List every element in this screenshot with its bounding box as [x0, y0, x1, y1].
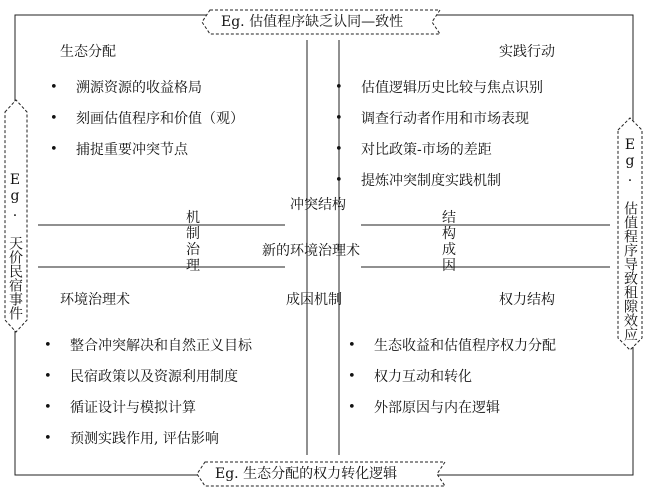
vertical-label-structural-cause: 结构成因 [442, 210, 456, 274]
top-banner-text: Eg. 估值程序缺乏认同—致性 [221, 14, 404, 30]
list-item: • 外部原因与内在逻辑 [344, 400, 556, 431]
quadrant-title-practice-action: 实践行动 [499, 44, 555, 60]
center-label-conflict-structure: 冲突结构 [290, 197, 346, 213]
list-item: • 预测实践作用, 评估影响 [40, 431, 252, 462]
center-label-causal-mechanism: 成因机制 [286, 292, 342, 308]
quadrant-title-ecological-distribution: 生态分配 [60, 44, 116, 60]
list-item: • 估值逻辑历史比较与焦点识别 [331, 80, 543, 111]
center-label-new-governmentality: 新的环境治理术 [262, 243, 360, 259]
quadrant-title-environmental-governmentality: 环境治理术 [60, 292, 130, 308]
list-item: • 民宿政策以及资源利用制度 [40, 369, 252, 400]
right-banner-text: Eg. 估值程序导致租隙效应 [622, 137, 638, 341]
list-item: • 生态收益和估值程序权力分配 [344, 338, 556, 369]
left-banner-text: Eg. 天价民宿事件 [7, 172, 23, 320]
list-bottom-left [40, 338, 252, 462]
list-item: • 循证设计与模拟计算 [40, 400, 252, 431]
list-item: • 溯源资源的收益格局 [46, 80, 244, 111]
list-item: • 对比政策-市场的差距 [331, 142, 543, 173]
list-item: • 整合冲突解决和自然正义目标 [40, 338, 252, 369]
list-top-left [46, 80, 244, 173]
list-item: • 刻画估值程序和价值（观） [46, 111, 244, 142]
list-item: • 权力互动和转化 [344, 369, 556, 400]
list-bottom-right [344, 338, 556, 431]
list-top-right [331, 80, 543, 204]
list-item: • 提炼冲突制度实践机制 [331, 173, 543, 204]
list-item: • 捕捉重要冲突节点 [46, 142, 244, 173]
bottom-banner-text: Eg. 生态分配的权力转化逻辑 [215, 466, 398, 482]
vertical-label-mechanism-governance: 机制治理 [186, 210, 200, 274]
list-item: • 调查行动者作用和市场表现 [331, 111, 543, 142]
quadrant-title-power-structure: 权力结构 [499, 292, 555, 308]
